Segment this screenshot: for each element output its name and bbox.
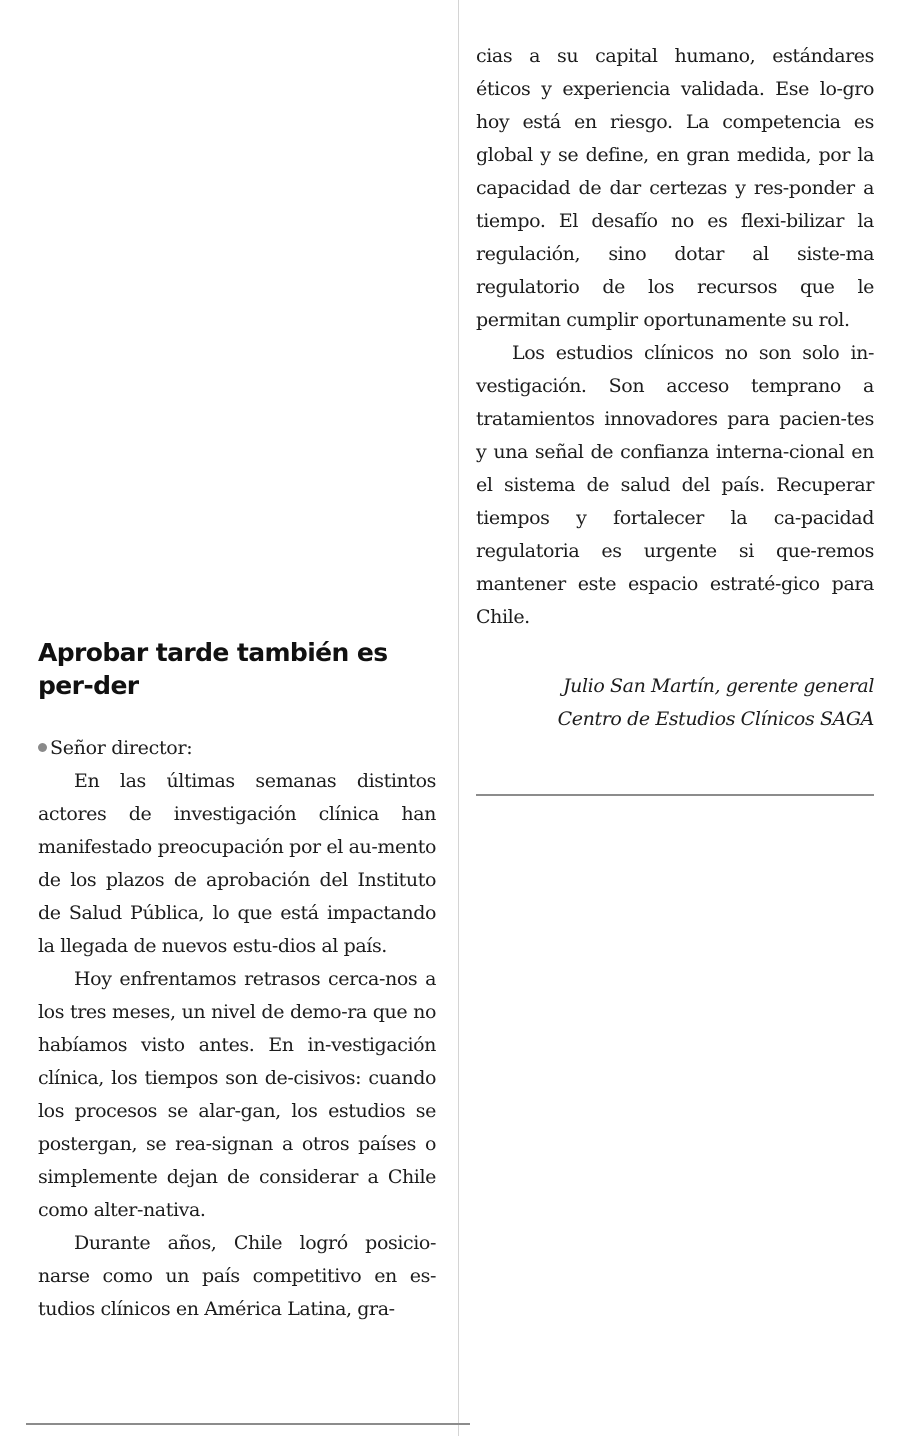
body-paragraph-3: Durante años, Chile logró posicio-narse como un país competitivo en es-tudios clínicos en América Latina, gra-: [38, 1232, 436, 1320]
letter-left-column: [38, 636, 436, 1326]
body-paragraph-1: En las últimas semanas distintos actores de investigación clínica han manifestado preocupación por el au-mento de los plazos de aprobación del Instituto de Salud Pública, lo que está impactando la llegada de nuevos estu-dios al país.: [38, 770, 436, 957]
salutation-text: Señor director:: [50, 737, 193, 759]
signature-name-title: Julio San Martín, gerente general: [562, 675, 874, 697]
body-paragraph-4: Los estudios clínicos no son solo in-vestigación. Son acceso temprano a tratamientos innovadores para pacien-tes y una señal de confianza interna-cional en el sistema de salud del país. Recuperar tiempos y fortalecer la ca-pacidad regulatoria es urgente si que-remos mantener este espacio estraté-gico para Chile.: [476, 342, 874, 628]
body-paragraph-3-continued: cias a su capital humano, estándares éticos y experiencia validada. Ese lo-gro hoy está en riesgo. La competencia es global y se define, en gran medida, por la capacidad de dar certezas y res-ponder a tiempo. El desafío no es flexi-bilizar la regulación, sino dotar al siste-ma regulatorio de los recursos que le permitan cumplir oportunamente su rol.: [476, 45, 874, 331]
letter-signature: [476, 670, 874, 736]
letter-salutation: [38, 732, 436, 765]
letter-headline: Aprobar tarde también es per-der: [38, 638, 388, 700]
column-bottom-rule: [26, 1423, 470, 1425]
signature-organization: Centro de Estudios Clínicos SAGA: [557, 708, 874, 730]
section-end-rule: [476, 794, 874, 796]
bullet-icon: [38, 743, 47, 752]
body-paragraph-2: Hoy enfrentamos retrasos cerca-nos a los tres meses, un nivel de demo-ra que no habíamos visto antes. En in-vestigación clínica, los tiempos son de-cisivos: cuando los procesos se alar-gan, los estudios se postergan, se rea-signan a otros países o simplemente dejan de considerar a Chile como alter-nativa.: [38, 968, 436, 1221]
letter-right-column: [476, 40, 874, 736]
column-divider: [458, 0, 459, 1436]
